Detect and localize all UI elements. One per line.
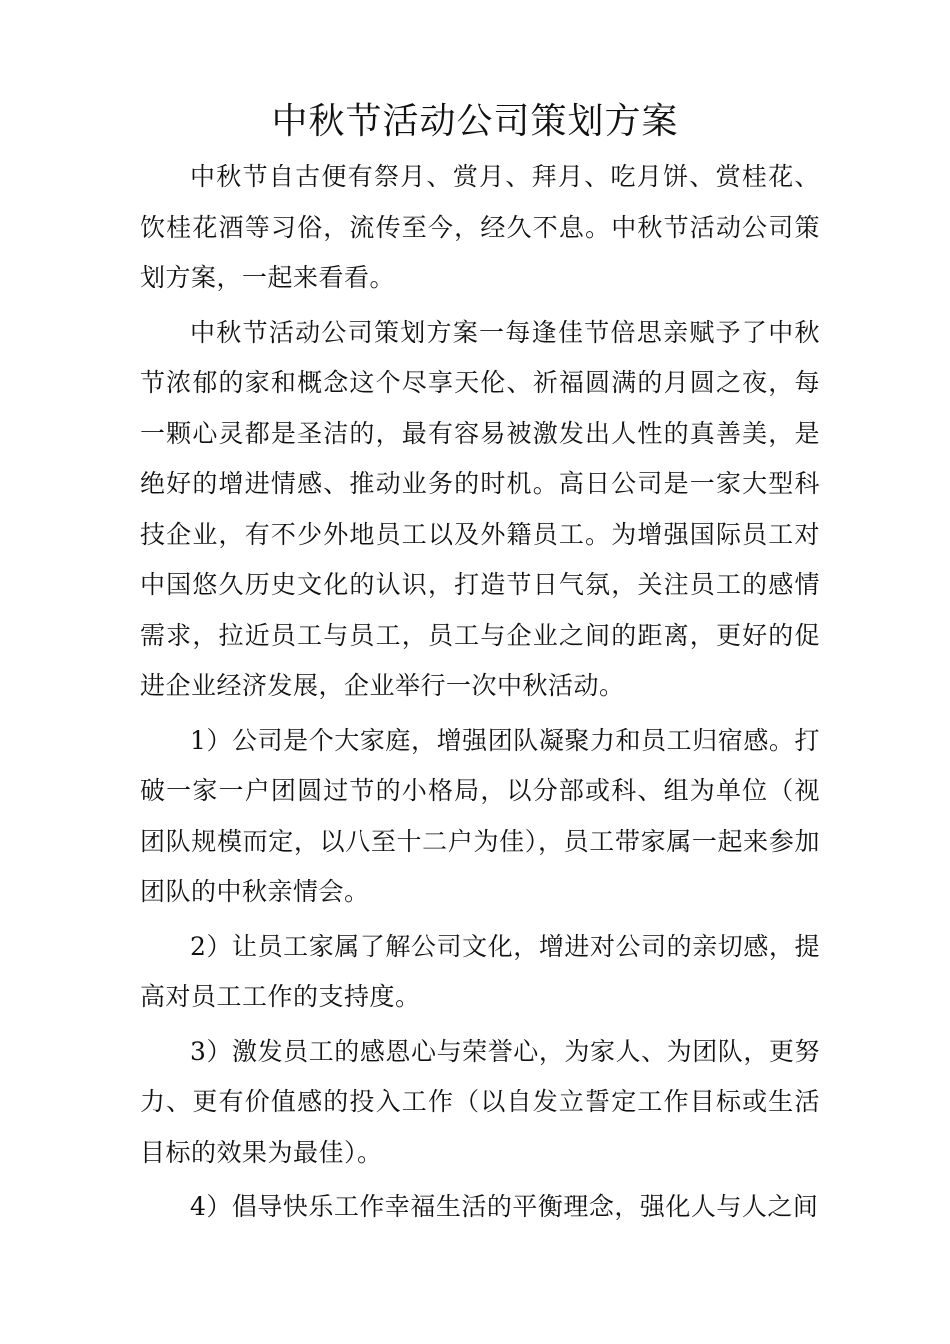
paragraph-item-2: 2）让员工家属了解公司文化，增进对公司的亲切感，提高对员工工作的支持度。 <box>140 931 820 1011</box>
paragraph-plan-one: 中秋节活动公司策划方案一每逢佳节倍思亲赋予了中秋节浓郁的家和概念这个尽享天伦、祈福圆满的月圆之夜，每一颗心灵都是圣洁的，最有容易被激发出人性的真善美，是绝好的增进情感、推动业务的时机。高日公司是一家大型科技企业，有不少外地员工以及外籍员工。为增强国际员工对中国悠久历史文化的认识，打造节日气氛，关注员工的感情需求，拉近员工与员工，员工与企业之间的距离，更好的促进企业经济发展，企业举行一次中秋活动。 <box>140 317 820 700</box>
paragraph-item-3: 3）激发员工的感恩心与荣誉心，为家人、为团队，更努力、更有价值感的投入工作（以自发立誓定工作目标或生活目标的效果为最佳）。 <box>140 1036 820 1167</box>
document-body <box>140 152 820 1237</box>
paragraph-item-1: 1）公司是个大家庭，增强团队凝聚力和员工归宿感。打破一家一户团圆过节的小格局，以分部或科、组为单位（视团队规模而定，以八至十二户为佳），员工带家属一起来参加团队的中秋亲情会。 <box>140 725 820 906</box>
paragraph-intro: 中秋节自古便有祭月、赏月、拜月、吃月饼、赏桂花、饮桂花酒等习俗，流传至今，经久不息。中秋节活动公司策划方案，一起来看看。 <box>140 162 820 292</box>
paragraph-item-4: 4）倡导快乐工作幸福生活的平衡理念，强化人与人之间 <box>190 1192 819 1221</box>
document-title: 中秋节活动公司策划方案 <box>271 101 679 142</box>
